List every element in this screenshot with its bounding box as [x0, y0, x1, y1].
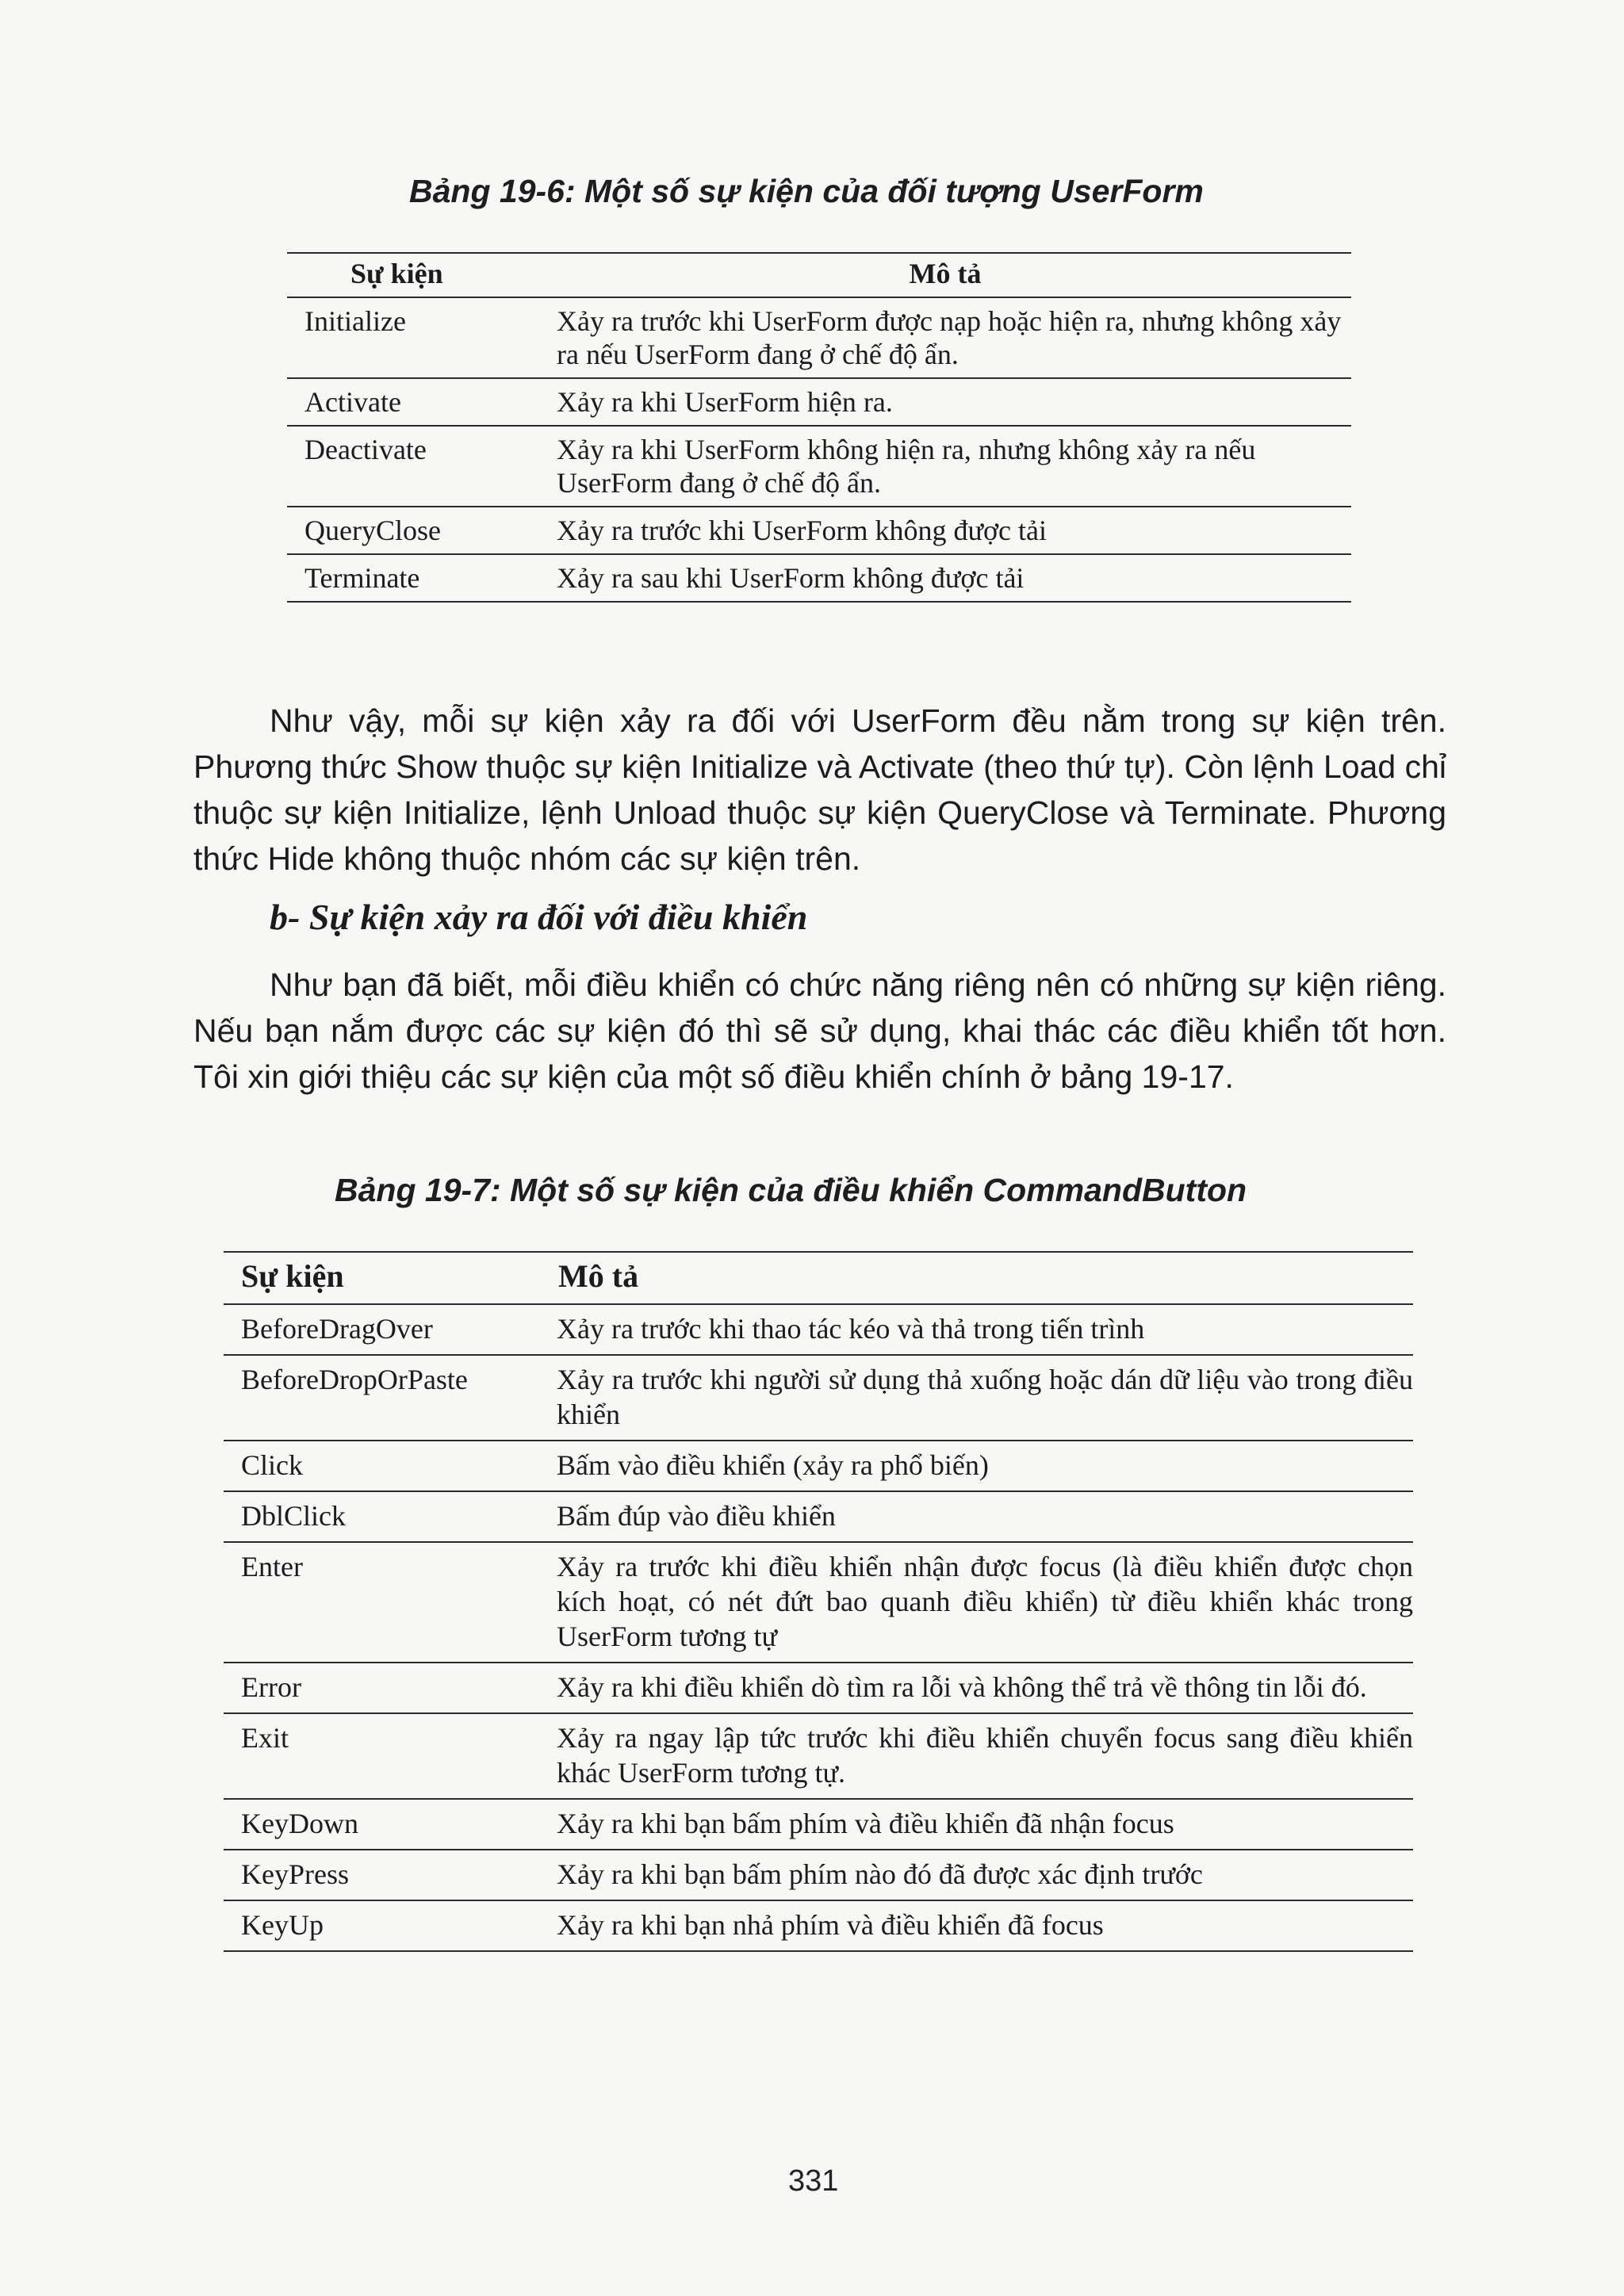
table2-caption: Bảng 19-7: Một số sự kiện của điều khiển CommandButton — [335, 1172, 1247, 1208]
table-row — [224, 1441, 1413, 1491]
table-row — [224, 1304, 1413, 1355]
event-name: Deactivate — [304, 434, 427, 465]
table-row — [224, 1799, 1413, 1850]
body-paragraph: Như vậy, mỗi sự kiện xảy ra đối với UserForm đều nằm trong sự kiện trên. Phương thức Show thuộc sự kiện Initialize và Activate (theo thứ tự). Còn lệnh Load chỉ thuộc sự kiện Initialize, lệnh Unload thuộc sự kiện QueryClose và Terminate. Phương thức Hide không thuộc nhóm các sự kiện trên. — [193, 702, 1446, 877]
event-name: Error — [241, 1671, 301, 1703]
event-name: DblClick — [241, 1500, 346, 1532]
event-description: Xảy ra khi bạn bấm phím nào đó đã được xác định trước — [557, 1858, 1203, 1890]
table-row — [287, 378, 1351, 426]
table-row — [287, 507, 1351, 554]
event-description: Bấm đúp vào điều khiển — [557, 1500, 836, 1532]
event-description: Xảy ra khi điều khiển dò tìm ra lỗi và không thể trả về thông tin lỗi đó. — [557, 1671, 1367, 1703]
event-name: Enter — [241, 1551, 303, 1582]
event-name: KeyUp — [241, 1909, 324, 1941]
table-row — [224, 1542, 1413, 1663]
table-row — [287, 554, 1351, 602]
table-header-row — [224, 1252, 1413, 1304]
column-header-event: Sự kiện — [241, 1258, 344, 1294]
event-description: Xảy ra trước khi điều khiển nhận được focus (là điều khiển được chọn kích hoạt, có nét đứt bao quanh điều khiển) từ điều khiển khác trong UserForm tương tự — [557, 1551, 1413, 1652]
table-row — [287, 426, 1351, 507]
event-description: Xảy ra trước khi người sử dụng thả xuống hoặc dán dữ liệu vào trong điều khiển — [557, 1364, 1413, 1430]
event-description: Xảy ra khi bạn nhả phím và điều khiển đã focus — [557, 1909, 1104, 1941]
event-name: Click — [241, 1449, 303, 1481]
event-name: BeforeDropOrPaste — [241, 1364, 468, 1395]
page-number: 331 — [788, 2164, 839, 2198]
event-name: Activate — [304, 386, 401, 418]
table-header-row — [287, 253, 1351, 297]
event-description: Bấm vào điều khiển (xảy ra phổ biến) — [557, 1449, 989, 1481]
event-name: KeyDown — [241, 1808, 358, 1839]
table1-caption: Bảng 19-6: Một số sự kiện của đối tượng UserForm — [409, 173, 1204, 209]
table-row — [224, 1850, 1413, 1900]
event-name: KeyPress — [241, 1858, 349, 1890]
event-name: QueryClose — [304, 515, 441, 546]
column-header-event: Sự kiện — [350, 258, 443, 289]
table-row — [287, 297, 1351, 378]
table-row — [224, 1491, 1413, 1542]
body-paragraph: Như bạn đã biết, mỗi điều khiển có chức năng riêng nên có những sự kiện riêng. Nếu bạn nắm được các sự kiện đó thì sẽ sử dụng, khai thác các điều khiển tốt hơn. Tôi xin giới thiệu các sự kiện của một số điều khiển chính ở bảng 19-17. — [193, 966, 1446, 1095]
event-description: Xảy ra ngay lập tức trước khi điều khiển chuyển focus sang điều khiển khác UserForm tương tự. — [557, 1722, 1413, 1789]
event-description: Xảy ra trước khi UserForm không được tải — [557, 515, 1047, 546]
table-row — [224, 1713, 1413, 1799]
commandbutton-events-table — [224, 1251, 1413, 1952]
table-row — [224, 1663, 1413, 1713]
userform-events-table — [287, 252, 1351, 603]
event-name: Exit — [241, 1722, 289, 1754]
column-header-description: Mô tả — [909, 258, 982, 289]
column-header-description: Mô tả — [558, 1258, 639, 1294]
event-name: Terminate — [304, 562, 420, 594]
event-name: Initialize — [304, 305, 406, 337]
event-description: Xảy ra sau khi UserForm không được tải — [557, 562, 1025, 594]
event-description: Xảy ra trước khi UserForm được nạp hoặc hiện ra, nhưng không xảy ra nếu UserForm đang ở chế độ ẩn. — [557, 305, 1342, 370]
section-subheading: b- Sự kiện xảy ra đối với điều khiển — [270, 897, 808, 937]
event-description: Xảy ra trước khi thao tác kéo và thả trong tiến trình — [557, 1313, 1145, 1345]
event-description: Xảy ra khi UserForm hiện ra. — [557, 386, 893, 418]
event-description: Xảy ra khi UserForm không hiện ra, nhưng không xảy ra nếu UserForm đang ở chế độ ẩn. — [557, 434, 1256, 499]
event-description: Xảy ra khi bạn bấm phím và điều khiển đã nhận focus — [557, 1808, 1174, 1839]
event-name: BeforeDragOver — [241, 1313, 433, 1345]
table-row — [224, 1355, 1413, 1441]
table-row — [224, 1900, 1413, 1951]
